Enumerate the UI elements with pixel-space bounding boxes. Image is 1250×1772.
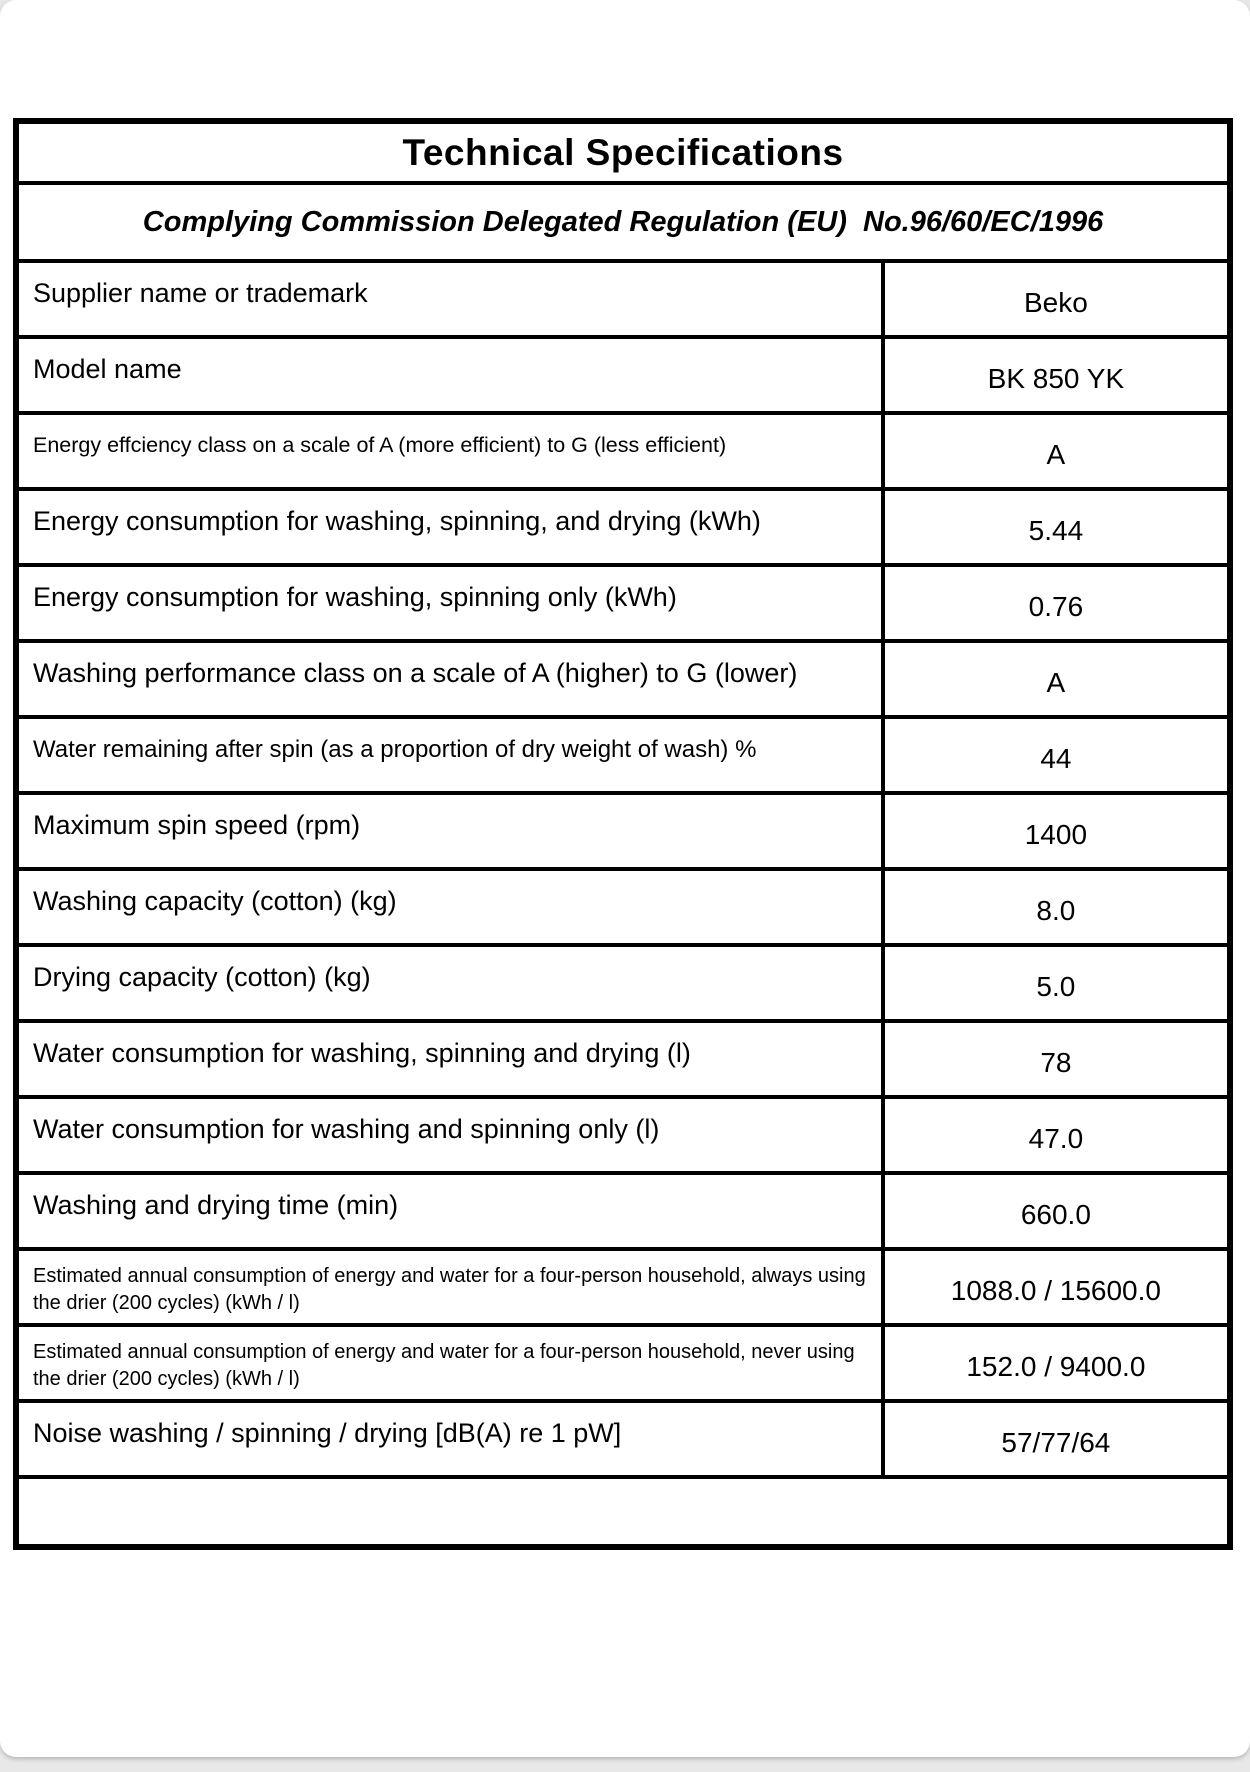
spec-value-cell: A [883, 641, 1230, 717]
spec-rows [16, 261, 1230, 1477]
spec-row [16, 1249, 1230, 1325]
spec-value-cell: Beko [883, 261, 1230, 337]
spec-row [16, 489, 1230, 565]
regulation-subtitle: Complying Commission Delegated Regulation (EU) No.96/60/EC/1996 [16, 183, 1230, 261]
spec-label-cell: Washing performance class on a scale of A (higher) to G (lower) [16, 641, 883, 717]
spec-label-cell: Energy consumption for washing, spinning only (kWh) [16, 565, 883, 641]
spec-value-cell: A [883, 413, 1230, 489]
spec-label-cell: Estimated annual consumption of energy and water for a four-person household, never using the drier (200 cycles) (kWh / l) [16, 1325, 883, 1401]
spec-value-cell: 5.0 [883, 945, 1230, 1021]
spec-value-cell: 1088.0 / 15600.0 [883, 1249, 1230, 1325]
spec-label-cell: Water consumption for washing, spinning and drying (l) [16, 1021, 883, 1097]
spec-value-cell: 660.0 [883, 1173, 1230, 1249]
spec-label-cell: Estimated annual consumption of energy and water for a four-person household, always using the drier (200 cycles) (kWh / l) [16, 1249, 883, 1325]
spec-label-cell: Supplier name or trademark [16, 261, 883, 337]
spec-label-cell: Washing and drying time (min) [16, 1173, 883, 1249]
spec-row [16, 1325, 1230, 1401]
spec-row [16, 1401, 1230, 1477]
spec-row [16, 413, 1230, 489]
spec-row [16, 717, 1230, 793]
spec-table [13, 118, 1233, 1550]
title-row [16, 121, 1230, 183]
spec-label-cell: Drying capacity (cotton) (kg) [16, 945, 883, 1021]
spec-label-cell: Water consumption for washing and spinning only (l) [16, 1097, 883, 1173]
spec-label-cell: Noise washing / spinning / drying [dB(A) re 1 pW] [16, 1401, 883, 1477]
empty-row-cell [16, 1477, 1230, 1547]
spec-value-cell: 8.0 [883, 869, 1230, 945]
spec-row [16, 565, 1230, 641]
spec-row [16, 793, 1230, 869]
spec-row [16, 869, 1230, 945]
spec-row [16, 1173, 1230, 1249]
spec-value-cell: 57/77/64 [883, 1401, 1230, 1477]
spec-value-cell: 1400 [883, 793, 1230, 869]
spec-row [16, 1097, 1230, 1173]
spec-value-cell: 47.0 [883, 1097, 1230, 1173]
spec-value-cell: 152.0 / 9400.0 [883, 1325, 1230, 1401]
spec-row [16, 1021, 1230, 1097]
spec-row [16, 945, 1230, 1021]
spec-label-cell: Water remaining after spin (as a proportion of dry weight of wash) % [16, 717, 883, 793]
empty-row [16, 1477, 1230, 1547]
spec-label-cell: Energy consumption for washing, spinning, and drying (kWh) [16, 489, 883, 565]
spec-row [16, 641, 1230, 717]
spec-label-cell: Model name [16, 337, 883, 413]
spec-value-cell: 78 [883, 1021, 1230, 1097]
spec-value-cell: 44 [883, 717, 1230, 793]
spec-label-cell: Washing capacity (cotton) (kg) [16, 869, 883, 945]
subtitle-row [16, 183, 1230, 261]
spec-value-cell: 0.76 [883, 565, 1230, 641]
page-title: Technical Specifications [16, 121, 1230, 183]
spec-row [16, 261, 1230, 337]
spec-label-cell: Energy effciency class on a scale of A (more efficient) to G (less efficient) [16, 413, 883, 489]
spec-value-cell: 5.44 [883, 489, 1230, 565]
spec-value-cell: BK 850 YK [883, 337, 1230, 413]
spec-label-cell: Maximum spin speed (rpm) [16, 793, 883, 869]
spec-row [16, 337, 1230, 413]
